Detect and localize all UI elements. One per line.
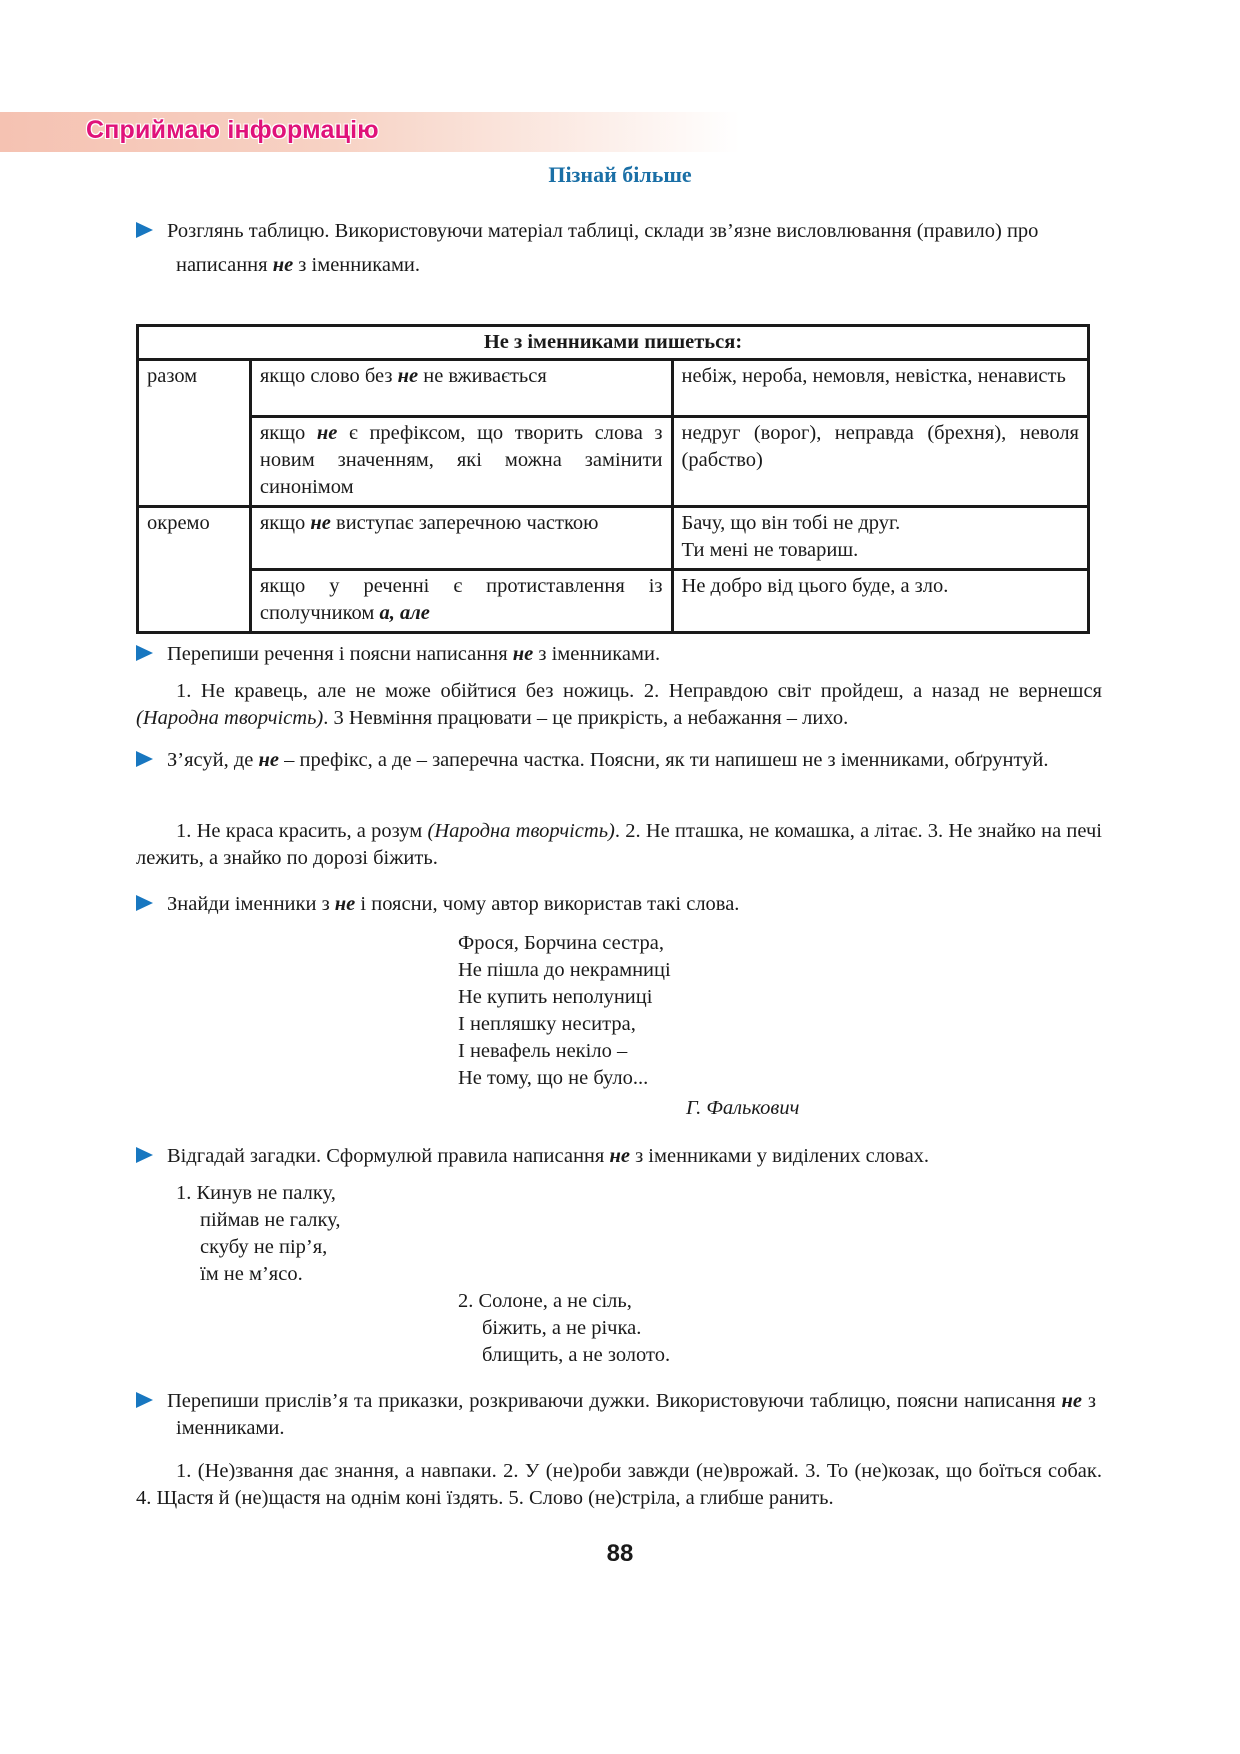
example-cell: Не добро від цього буде, а зло. bbox=[672, 570, 1088, 633]
task-2: Перепиши речення і поясни написання не з іменниками. bbox=[136, 637, 1096, 671]
task-3-sentences: 1. Не краса красить, а розум (Народна творчість). 2. Не пташка, не комашка, а літає. 3. Не знайко на печі лежить, а знайко по дорозі біжить. bbox=[136, 820, 1102, 869]
task-6-proverbs: 1. (Не)звання дає знання, а навпаки. 2. У (не)роби завжди (не)врожай. 3. То (не)козак, що боїться собак. 4. Щастя й (не)щастя на однім коні їздять. 5. Слово (не)стріла, а глибше ранить. bbox=[136, 1460, 1102, 1509]
task-4: Знайди іменники з не і поясни, чому автор використав такі слова. bbox=[136, 887, 1096, 921]
example-cell: небіж, нероба, немовля, невістка, ненависть bbox=[672, 360, 1088, 417]
condition-cell: якщо у реченні є протиставлення із сполучником а, але bbox=[250, 570, 672, 633]
group-label: разом bbox=[138, 360, 251, 507]
riddle-2: 2. Солоне, а не сіль, біжить, а не річка. блищить, а не золото. bbox=[458, 1290, 671, 1366]
subheading bbox=[0, 162, 1240, 188]
poem-line: Не купить неполуниці bbox=[458, 986, 653, 1008]
triangle-bullet-icon bbox=[136, 1392, 153, 1408]
table-row bbox=[138, 360, 1089, 417]
triangle-bullet-icon bbox=[136, 895, 153, 911]
task-1: Розглянь таблицю. Використовуючи матеріал таблиці, склади зв’язне висловлювання (правило) про написання не з іменниками. bbox=[136, 214, 1096, 282]
poem-line: Не тому, що не було... bbox=[458, 1067, 649, 1089]
example-cell: недруг (ворог), неправда (брехня), неволя (рабство) bbox=[672, 417, 1088, 507]
triangle-bullet-icon bbox=[136, 1147, 153, 1163]
poem bbox=[458, 930, 671, 1092]
condition-cell: якщо не виступає заперечною часткою bbox=[250, 507, 672, 570]
example-cell: Бачу, що він тобі не друг. Ти мені не товариш. bbox=[672, 507, 1088, 570]
subheading-text: Пізнай більше bbox=[548, 162, 692, 187]
task-3: З’ясуй, де не – префікс, а де – заперечна частка. Поясни, як ти напишеш не з іменниками, обґрунтуй. bbox=[136, 747, 1096, 774]
poem-line: І непляшку неситра, bbox=[458, 1013, 636, 1035]
riddle-1: 1. Кинув не палку, піймав не галку, скубу не пір’я, їм не м’ясо. bbox=[176, 1182, 341, 1285]
poem-line: Фрося, Борчина сестра, bbox=[458, 932, 664, 954]
poem-author: Г. Фалькович bbox=[686, 1097, 800, 1119]
table-row bbox=[138, 417, 1089, 507]
task-2-sentences: 1. Не кравець, але не може обійтися без ножиць. 2. Неправдою світ пройдеш, а назад не вернешся (Народна творчість). 3 Невміння працювати – це прикрість, а небажання – лихо. bbox=[136, 680, 1102, 729]
task-6: Перепиши прислів’я та приказки, розкриваючи дужки. Використовуючи таблицю, поясни написання не з іменниками. bbox=[136, 1388, 1096, 1442]
group-label: окремо bbox=[138, 507, 251, 633]
rules-table bbox=[136, 324, 1090, 634]
condition-cell: якщо не є префіксом, що творить слова з новим значенням, які можна замінити синонімом bbox=[250, 417, 672, 507]
table-row bbox=[138, 570, 1089, 633]
triangle-bullet-icon bbox=[136, 222, 153, 238]
table-header-row bbox=[138, 326, 1089, 360]
triangle-bullet-icon bbox=[136, 751, 153, 767]
section-title: Сприймаю інформацію bbox=[86, 116, 379, 144]
triangle-bullet-icon bbox=[136, 645, 153, 661]
page-number: 88 bbox=[606, 1540, 634, 1567]
condition-cell: якщо слово без не не вживається bbox=[250, 360, 672, 417]
poem-line: Не пішла до некрамниці bbox=[458, 959, 671, 981]
poem-line: І невафель некіло – bbox=[458, 1040, 628, 1062]
table-row bbox=[138, 507, 1089, 570]
task-5: Відгадай загадки. Сформулюй правила написання не з іменниками у виділених словах. bbox=[136, 1139, 1096, 1173]
table-header: Не з іменниками пишеться: bbox=[138, 326, 1089, 360]
